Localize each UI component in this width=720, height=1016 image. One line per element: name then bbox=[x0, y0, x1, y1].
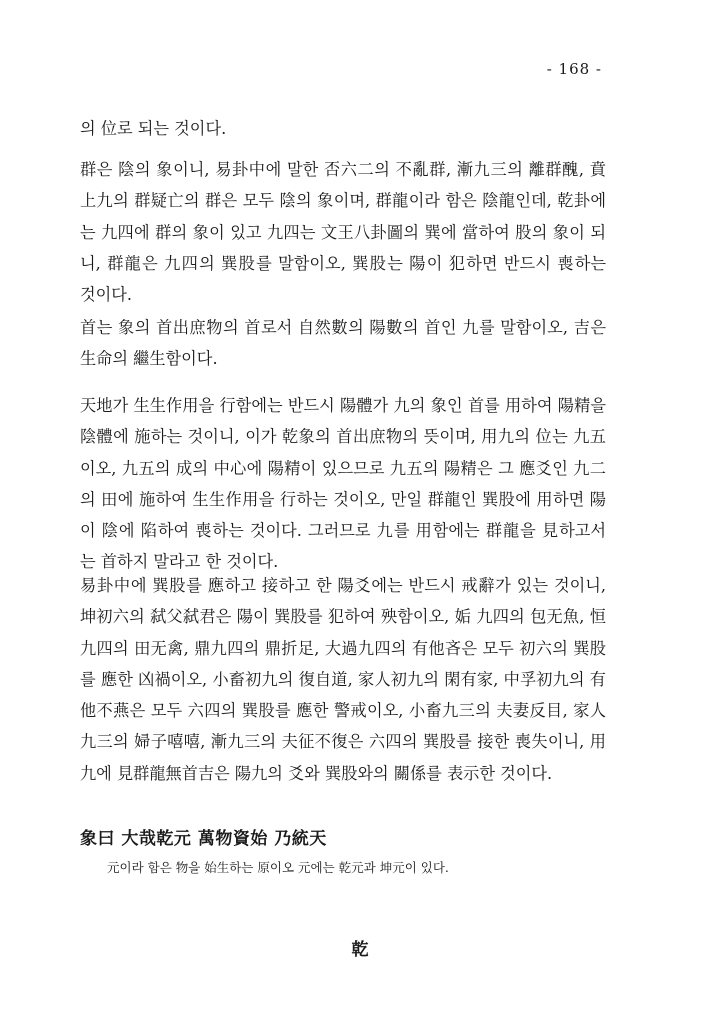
text-line: 易卦中에 巽股를 應하고 接하고 한 陽爻에는 반드시 戒辭가 있는 것이니, bbox=[80, 576, 606, 595]
text-line: 는 首하지 말라고 한 것이다. bbox=[80, 552, 279, 572]
text-line: 坤初六의 弑父弑君은 陽이 巽股를 犯하여 殃함이오, 姤 九四의 包无魚, 恒 bbox=[80, 607, 606, 627]
paragraph-1 bbox=[80, 113, 606, 144]
text-line: 九三의 婦子嘻嘻, 漸九三의 夫征不復은 六四의 巽股를 接한 喪失이니, 用 bbox=[80, 732, 606, 752]
text-line: 九에 見群龍無首吉은 陽九의 爻와 巽股와의 關係를 表示한 것이다. bbox=[80, 763, 553, 783]
text-line: 를 應한 凶禍이오, 小畜初九의 復自道, 家人初九의 閑有家, 中孚初九의 有 bbox=[80, 669, 606, 689]
text-line: 의 田에 施하여 生生作用을 行하는 것이오, 만일 群龍인 巽股에 用하면 陽 bbox=[80, 489, 606, 509]
text-line: 他不燕은 모두 六四의 巽股를 應한 警戒이오, 小畜九三의 夫妻反目, 家人 bbox=[80, 701, 606, 721]
text-line: 의 位로 되는 것이다. bbox=[80, 119, 227, 138]
text-line: 九四의 田无禽, 鼎九四의 鼎折足, 大過九四의 有他吝은 모두 初六의 巽股 bbox=[80, 638, 606, 658]
text-line: 니, 群龍은 九四의 巽股를 말함이오, 巽股는 陽이 犯하면 반드시 喪하는 bbox=[80, 253, 606, 273]
paragraph-5 bbox=[80, 570, 606, 789]
text-line: 群은 陰의 象이니, 易卦中에 말한 否六二의 不亂群, 漸九三의 離群醜, 賁 bbox=[80, 160, 606, 179]
text-line: 陰體에 施하는 것이니, 이가 乾象의 首出庶物의 뜻이며, 用九의 位는 九五 bbox=[80, 427, 606, 447]
classical-quote: 象曰 大哉乾元 萬物資始 乃統天 bbox=[80, 829, 327, 849]
paragraph-3 bbox=[80, 312, 606, 375]
paragraph-4 bbox=[80, 390, 606, 578]
quote-annotation: 元이라 함은 物을 始生하는 原이오 元에는 乾元과 坤元이 있다. bbox=[107, 860, 449, 875]
text-line: 것이다. bbox=[80, 285, 133, 305]
page-footer: 乾 bbox=[351, 940, 369, 960]
text-line: 天地가 生生作用을 行함에는 반드시 陽體가 九의 象인 首를 用하여 陽精을 bbox=[80, 396, 606, 415]
text-line: 이 陰에 陷하여 喪하는 것이다. 그러므로 九를 用함에는 群龍을 見하고서 bbox=[80, 521, 606, 541]
text-line: 는 九四에 群의 象이 있고 九四는 文王八卦圖의 巽에 當하여 股의 象이 되 bbox=[80, 222, 606, 242]
page-number: - 168 - bbox=[546, 60, 602, 78]
paragraph-2 bbox=[80, 154, 606, 310]
text-line: 首는 象의 首出庶物의 首로서 自然數의 陽數의 首인 九를 말함이오, 吉은 bbox=[80, 318, 606, 337]
text-line: 生命의 繼生함이다. bbox=[80, 349, 218, 369]
text-line: 上九의 群疑亡의 群은 모두 陰의 象이며, 群龍이라 함은 陰龍인데, 乾卦에 bbox=[80, 191, 606, 211]
text-line: 이오, 九五의 成의 中心에 陽精이 있으므로 九五의 陽精은 그 應爻인 九二 bbox=[80, 458, 606, 478]
